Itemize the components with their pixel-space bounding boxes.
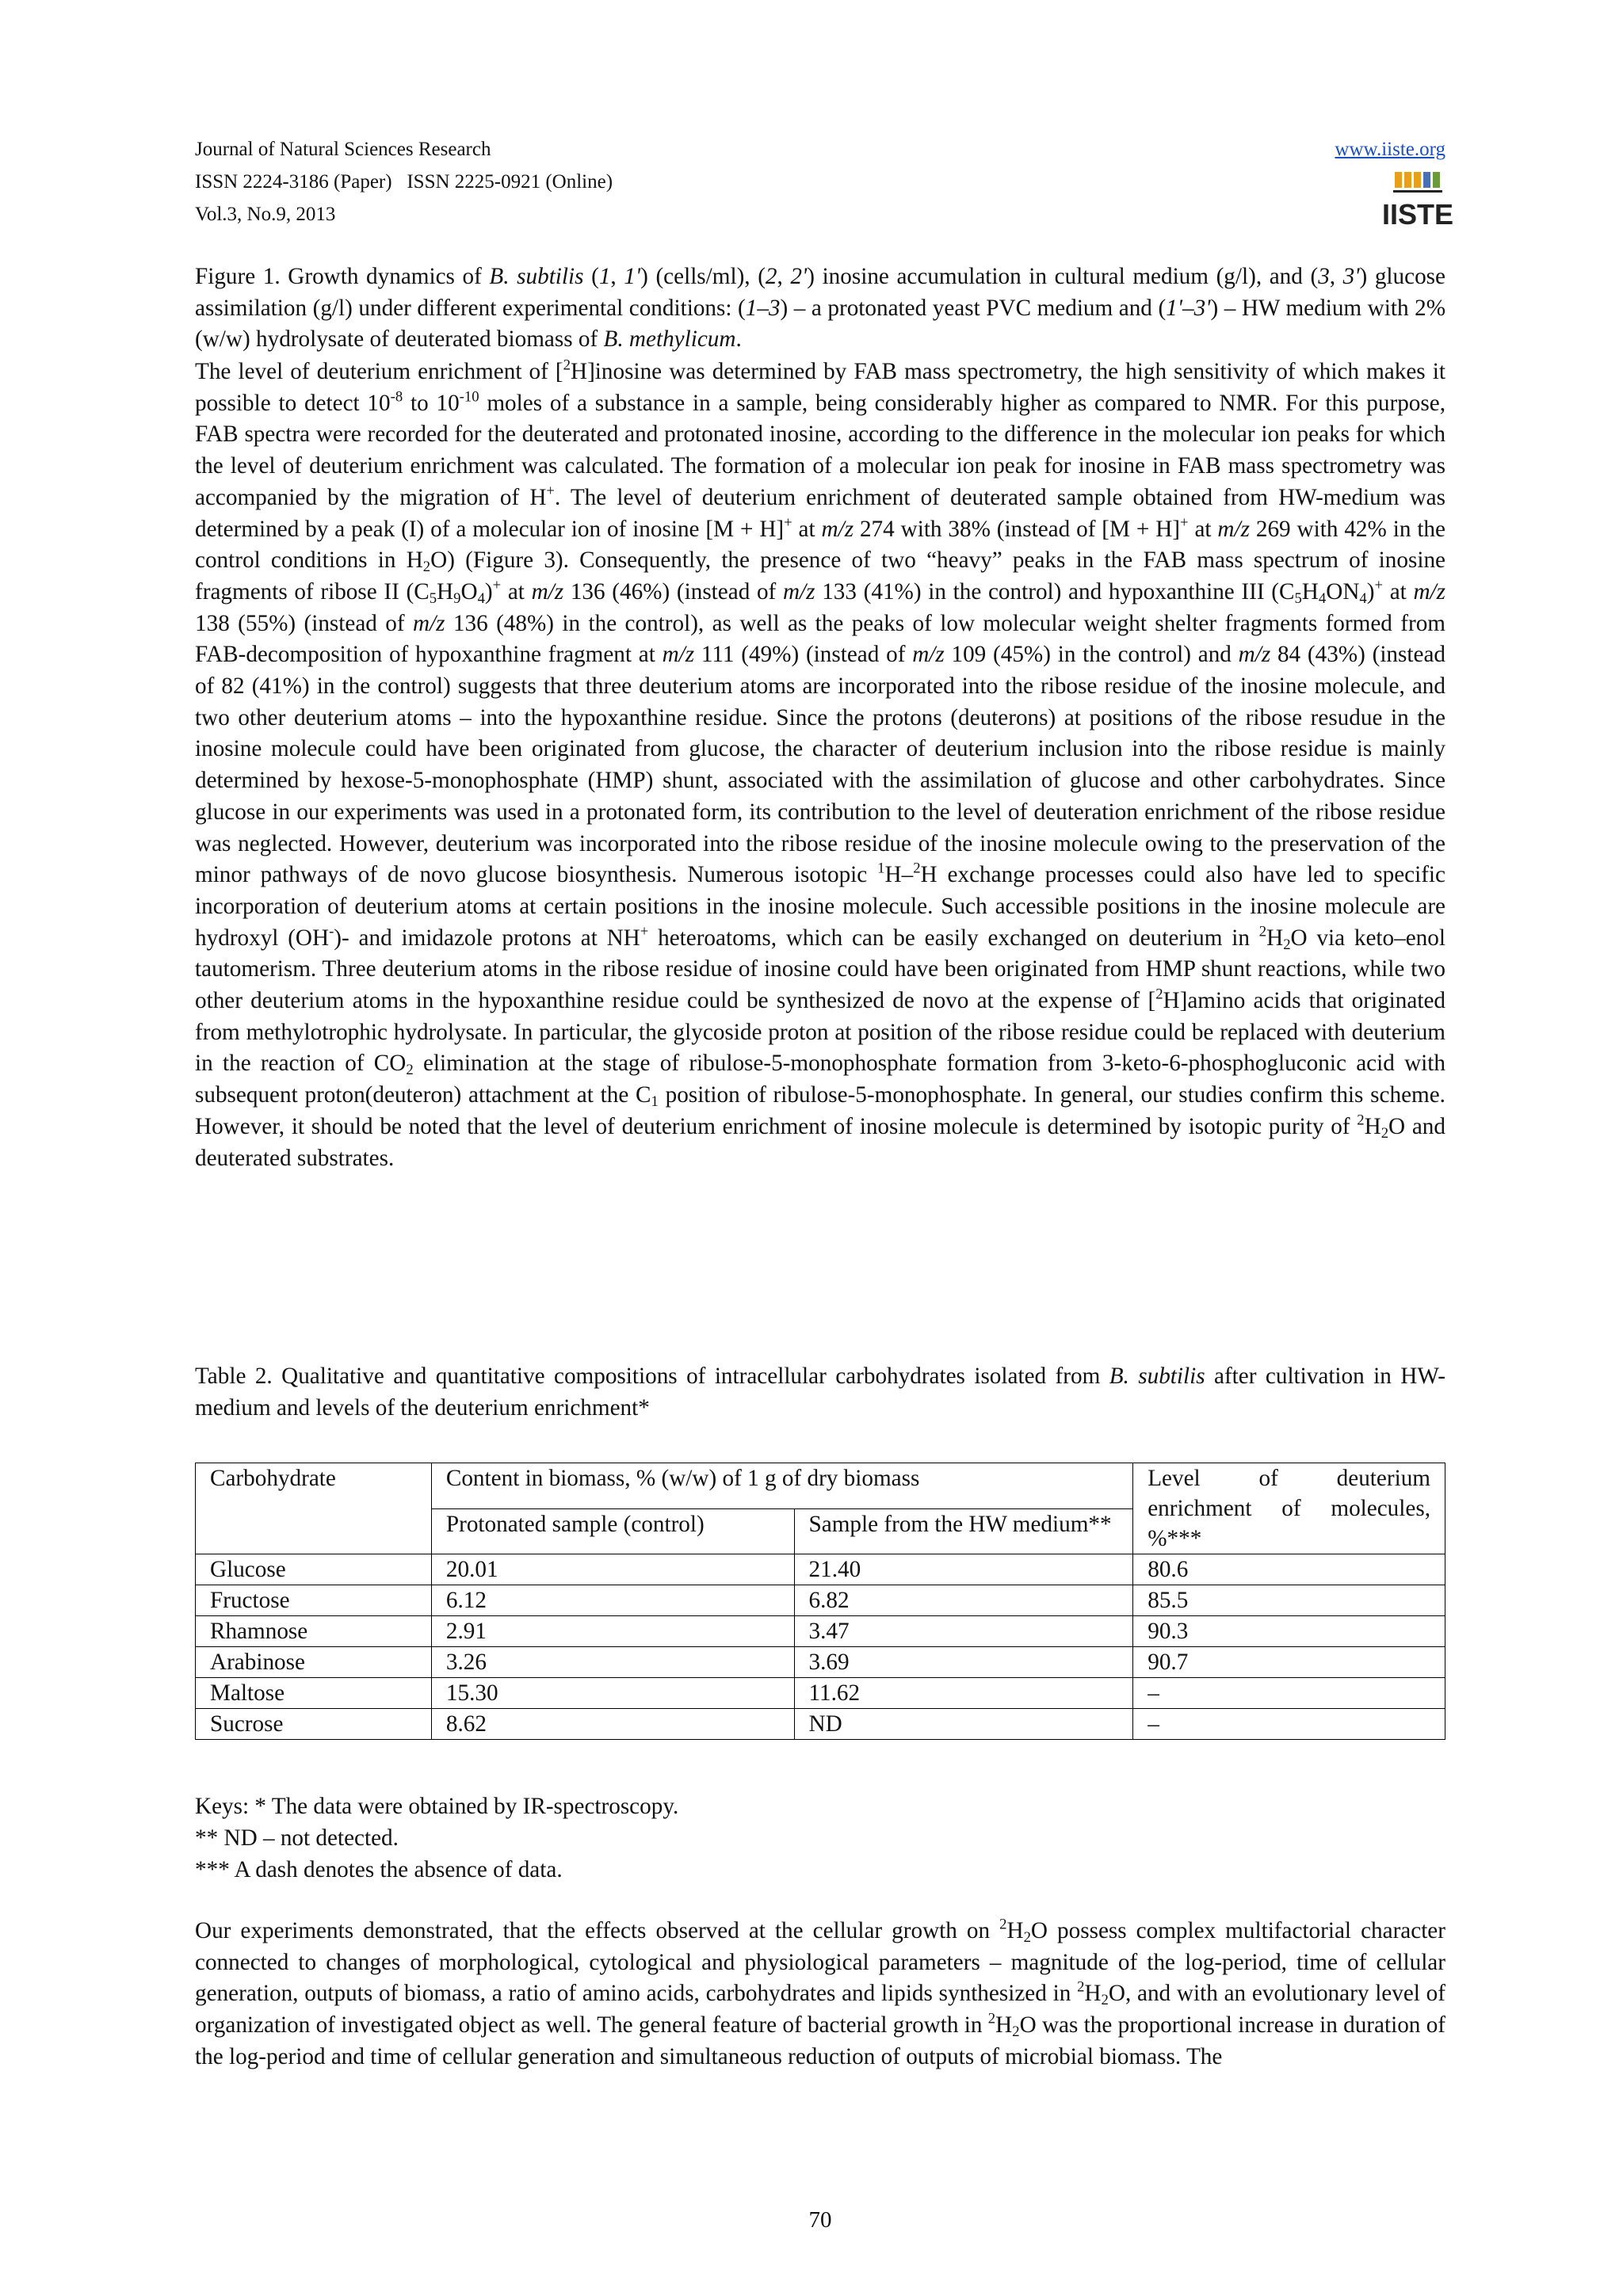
final-paragraph: Our experiments demonstrated, that the effects observed at the cellular growth on $^2H_2O$ possess complex multifactorial character connected to changes of morphological, cytological and physiological parameters – magnitude of the log-period, time of cellular generation, outputs of biomass, a ratio of amino acids, carbohydrates and lipids synthesized in $^2H_2O$, and with an evolutionary level of organization of investigated object as well. The general feature of bacterial growth in $^2H_2O$ was the proportional increase in duration of the log-period and time of cellular generation and simultaneous reduction of outputs of microbial biomass. The: [195, 1916, 1446, 2069]
table-row: [196, 1647, 1445, 1678]
journal-url-link[interactable]: www.iiste.org: [1335, 139, 1445, 160]
page-number: 70: [808, 2207, 832, 2233]
cell-level: 90.7: [1133, 1647, 1445, 1678]
header-hw-sample: Sample from the HW medium**: [794, 1508, 1133, 1554]
cell-hw: 21.40: [794, 1554, 1133, 1585]
table-row: [196, 1585, 1445, 1616]
cell-hw: 11.62: [794, 1678, 1133, 1709]
cell-protonated: 6.12: [431, 1585, 794, 1616]
cell-level: 80.6: [1133, 1554, 1445, 1585]
page-header: [195, 133, 1454, 236]
cell-protonated: 15.30: [431, 1678, 794, 1709]
cell-carbohydrate: Sucrose: [196, 1709, 432, 1740]
table-row: [196, 1678, 1445, 1709]
cell-level: –: [1133, 1709, 1445, 1740]
cell-level: 85.5: [1133, 1585, 1445, 1616]
cell-carbohydrate: Glucose: [196, 1554, 432, 1585]
key-nd: ** ND – not detected.: [195, 1825, 399, 1851]
cell-protonated: 8.62: [431, 1709, 794, 1740]
key-ir: Keys: * The data were obtained by IR-spectroscopy.: [195, 1794, 679, 1819]
cell-level: 90.3: [1133, 1616, 1445, 1647]
journal-volume: Vol.3, No.9, 2013: [195, 204, 336, 225]
cell-protonated: 20.01: [431, 1554, 794, 1585]
page: [195, 0, 1454, 2296]
main-paragraph: The level of deuterium enrichment of [$^2$H]inosine was determined by FAB mass spectrometry, the high sensitivity of which makes it possible to detect $10^{-8}$ to $10^{-10}$ moles of a substance in a sample, being considerably higher as compared to NMR. For this purpose, FAB spectra were recorded for the deuterated and protonated inosine, according to the difference in the molecular ion peaks for which the level of deuterium enrichment was calculated. The formation of a molecular ion peak for inosine in FAB mass spectrometry was accompanied by the migration of H+. The level of deuterium enrichment of deuterated sample obtained from HW-medium was determined by a peak (I) of a molecular ion of inosine [M + H]+ at m/z 274 with 38% (instead of [M + H]+ at m/z 269 with 42% in the control conditions in $H_2O$) (Figure 3). Consequently, the presence of two “heavy” peaks in the FAB mass spectrum of inosine fragments of ribose II $(C_5H_9O_4)^+$ at m/z 136 (46%) (instead of m/z 133 (41%) in the control) and hypoxanthine III $(C_5H_4ON_4)^+$ at m/z 138 (55%) (instead of m/z 136 (48%) in the control), as well as the peaks of low molecular weight shelter fragments formed from FAB-decomposition of hypoxanthine fragment at m/z 111 (49%) (instead of m/z 109 (45%) in the control) and m/z 84 (43%) (instead of 82 (41%) in the control) suggests that three deuterium atoms are incorporated into the ribose residue of the inosine molecule, and two other deuterium atoms – into the hypoxanthine residue. Since the protons (deuterons) at positions of the ribose resudue in the inosine molecule could have been originated from glucose, the character of deuterium inclusion into the ribose residue is mainly determined by hexose-5-monophosphate (HMP) shunt, associated with the assimilation of glucose and other carbohydrates. Since glucose in our experiments was used in a protonated form, its contribution to the level of deuteration enrichment of the ribose residue was neglected. However, deuterium was incorporated into the ribose residue of the inosine molecule owing to the preservation of the minor pathways of de novo glucose biosynthesis. Numerous isotopic $^1$H–$^2$H exchange processes could also have led to specific incorporation of deuterium atoms at certain positions in the inosine molecule. Such accessible positions in the inosine molecule are hydroxyl (OH-)- and imidazole protons at NH+ heteroatoms, which can be easily exchanged on deuterium in $^2H_2O$ via keto–enol tautomerism. Three deuterium atoms in the ribose residue of inosine could have been originated from HMP shunt reactions, while two other deuterium atoms in the hypoxanthine residue could be synthesized de novo at the expense of [$^2$H]amino acids that originated from methylotrophic hydrolysate. In particular, the glycoside proton at position of the ribose residue could be replaced with deuterium in the reaction of $CO_2$ elimination at the stage of ribulose-5-monophosphate formation from 3-keto-6-phosphogluconic acid with subsequent proton(deuteron) attachment at the $C_1$ position of ribulose-5-monophosphate. In general, our studies confirm this scheme. However, it should be noted that the level of deuterium enrichment of inosine molecule is determined by isotopic purity of $^2H_2O$ and deuterated substrates.: [195, 357, 1445, 1171]
table-header-row: [196, 1463, 1445, 1509]
table-caption: Table 2. Qualitative and quantitative compositions of intracellular carbohydrates isolated from B. subtilis after cultivation in HW-medium and levels of the deuterium enrichment*: [195, 1363, 1445, 1421]
cell-level: –: [1133, 1678, 1445, 1709]
header-content: Content in biomass, % (w/w) of 1 g of dry biomass: [431, 1463, 1132, 1509]
header-right: [1335, 133, 1445, 166]
table-row: [196, 1616, 1445, 1647]
figure-caption: Figure 1. Growth dynamics of B. subtilis (1, 1') (cells/ml), (2, 2') inosine accumulation in cultural medium (g/l), and (3, 3') glucose assimilation (g/l) under different experimental conditions: (1–3) – a protonated yeast PVC medium and (1'–3') – HW medium with 2% (w/w) hydrolysate of deuterated biomass of B. methylicum.: [195, 264, 1446, 353]
table-row: [196, 1554, 1445, 1585]
cell-carbohydrate: Fructose: [196, 1585, 432, 1616]
cell-carbohydrate: Maltose: [196, 1678, 432, 1709]
header-carbohydrate: Carbohydrate: [196, 1463, 432, 1554]
carbohydrate-table: [195, 1463, 1445, 1740]
cell-hw: 6.82: [794, 1585, 1133, 1616]
journal-info: [195, 133, 613, 231]
table-row: [196, 1709, 1445, 1740]
logo-text: IISTE: [1381, 198, 1454, 231]
key-dash: *** A dash denotes the absence of data.: [195, 1857, 563, 1882]
table-keys: [195, 1791, 1445, 1886]
header-protonated: Protonated sample (control): [431, 1508, 794, 1554]
cell-hw: 3.69: [794, 1647, 1133, 1678]
cell-carbohydrate: Rhamnose: [196, 1616, 432, 1647]
header-level: Level of deuterium enrichment of molecules, %***: [1133, 1463, 1445, 1554]
cell-protonated: 2.91: [431, 1616, 794, 1647]
cell-carbohydrate: Arabinose: [196, 1647, 432, 1678]
journal-issn: ISSN 2224-3186 (Paper) ISSN 2225-0921 (Online): [195, 171, 613, 193]
cell-hw: ND: [794, 1709, 1133, 1740]
cell-protonated: 3.26: [431, 1647, 794, 1678]
cell-hw: 3.47: [794, 1616, 1133, 1647]
journal-name: Journal of Natural Sciences Research: [195, 139, 491, 160]
iiste-logo-icon: [1381, 169, 1454, 231]
